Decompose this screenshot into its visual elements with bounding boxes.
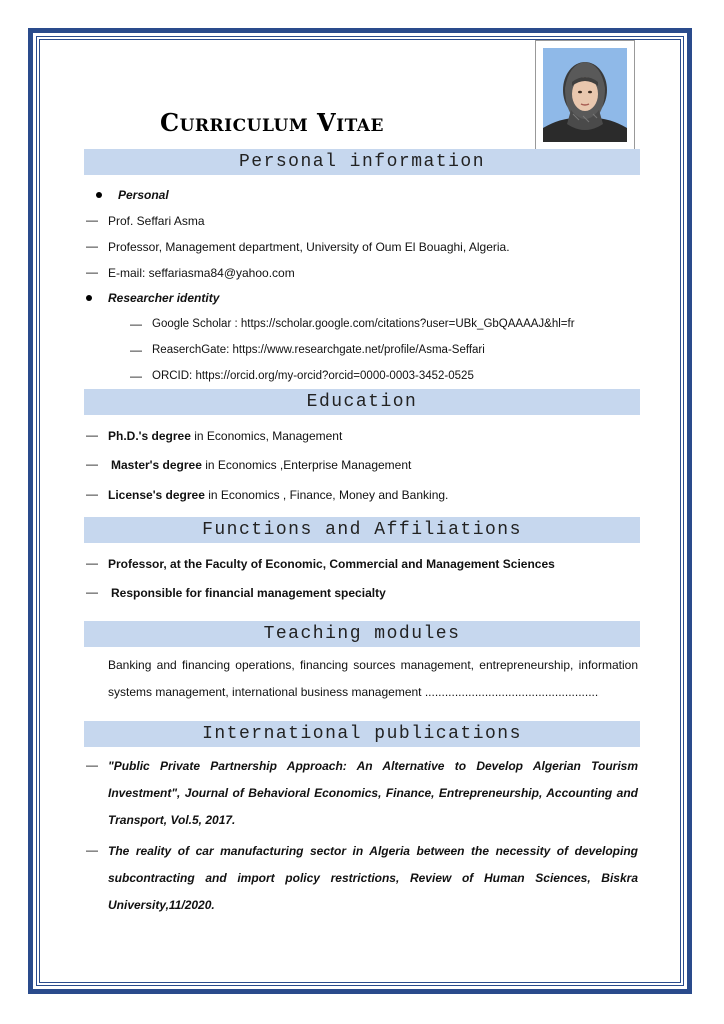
degree-name: License's degree [108,488,205,502]
person-position: Professor, Management department, University of Oum El Bouaghi, Algeria. [108,240,510,254]
publication-item: The reality of car manufacturing sector in Algeria between the necessity of developing subcontracting and import policy restrictions, Review of Human Sciences, Biskra University,11/2020. [108,844,638,912]
section-education: Education [84,389,640,415]
degree-detail: in Economics ,Enterprise Management [201,458,412,472]
bullet-icon [96,192,102,198]
section-personal-information: Personal information [84,149,640,175]
google-scholar-link[interactable]: Google Scholar : https://scholar.google.com/citations?user=UBk_GbQAAAAJ&hl=fr [152,318,575,330]
section-teaching-modules: Teaching modules [84,621,640,647]
degree-name: Ph.D.'s degree [108,429,191,443]
teaching-modules-text: Banking and financing operations, financing sources management, entrepreneurship, information systems management, international business management .................................................... [108,658,638,699]
person-name: Prof. Seffari Asma [108,214,205,228]
dash-icon: — [86,843,98,857]
personal-heading: Personal [118,188,169,202]
dash-icon: — [86,428,98,442]
section-functions-affiliations: Functions and Affiliations [84,517,640,543]
degree-detail: in Economics , Finance, Money and Banking. [204,488,449,502]
orcid-link[interactable]: ORCID: https://orcid.org/my-orcid?orcid=0000-0003-3452-0525 [152,370,474,382]
publication-item: "Public Private Partnership Approach: An Alternative to Develop Algerian Tourism Investment", Journal of Behavioral Economics, Finance, Entrepreneurship, Accounting and Transport, Vol.5, 2017. [108,759,638,827]
researchgate-link[interactable]: ReaserchGate: https://www.researchgate.net/profile/Asma-Seffari [152,344,485,356]
dash-icon: — [130,343,142,357]
profile-photo [535,40,635,150]
researcher-heading: Researcher identity [108,291,220,305]
section-international-publications: International publications [84,721,640,747]
dash-icon: — [86,213,98,227]
dash-icon: — [86,556,98,570]
degree-detail: in Economics, Management [190,429,343,443]
dash-icon: — [86,758,98,772]
dash-icon: — [86,487,98,501]
dash-icon: — [130,317,142,331]
education-item [111,458,411,472]
dash-icon: — [86,265,98,279]
function-item: Professor, at the Faculty of Economic, Commercial and Management Sciences [108,557,555,571]
education-item [108,488,448,502]
dash-icon: — [86,457,98,471]
degree-name: Master's degree [111,458,202,472]
person-email: E-mail: seffariasma84@yahoo.com [108,266,295,280]
function-item: Responsible for financial management specialty [111,586,386,600]
dash-icon: — [86,585,98,599]
portrait-image [543,48,627,142]
dash-icon: — [86,239,98,253]
bullet-icon [86,295,92,301]
education-item [108,429,342,443]
cv-title: Curriculum Vitae [160,108,384,137]
dash-icon: — [130,369,142,383]
